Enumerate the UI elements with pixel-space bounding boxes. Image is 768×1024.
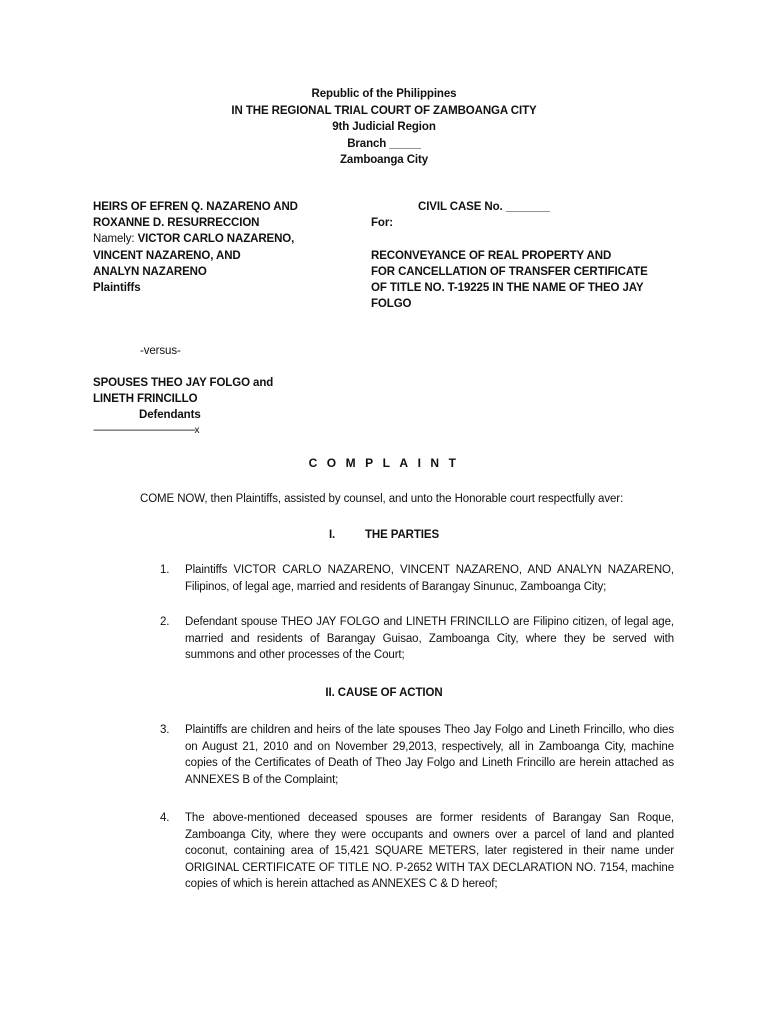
- intro-paragraph: COME NOW, then Plaintiffs, assisted by counsel, and unto the Honorable court respectfully aver:: [140, 493, 624, 505]
- header-republic: Republic of the Philippines: [311, 88, 457, 100]
- for-label: For:: [371, 217, 393, 230]
- plaintiffs-line-1: HEIRS OF EFREN Q. NAZARENO AND: [93, 201, 298, 213]
- header-region: 9th Judicial Region: [332, 121, 436, 133]
- plaintiffs-line-4: VINCENT NAZARENO, AND: [93, 249, 241, 262]
- paragraph-number: 3.: [160, 724, 170, 736]
- section-heading-parties: [0, 527, 768, 543]
- case-caption: [371, 199, 648, 312]
- numbered-paragraph: [160, 614, 674, 664]
- paragraph-number: 1.: [160, 564, 170, 576]
- paragraph-text: Plaintiffs are children and heirs of the late spouses Theo Jay Folgo and Lineth Frincillo, who dies on August 21, 2010 and on November 29,2013, respectively, all in Zamboanga City, machine copies of the Certificates of Death of Theo Jay Folgo and Lineth Frincillo are herein attached as ANNEXES B of the Complaint;: [185, 724, 674, 786]
- paragraph-text: The above-mentioned deceased spouses are former residents of Barangay San Roque, Zamboanga City, where they were occupants and owners over a parcel of land and planted coconut, containing area of 15,421 SQUARE METERS, later registered in their name under ORIGINAL CERTIFICATE OF TITLE NO. P-2652 WITH TAX DECLARATION NO. 7154, machine copies of which is herein attached as ANNEXES C & D hereof;: [185, 812, 674, 891]
- header-branch: Branch _____: [347, 137, 421, 150]
- subject-line-1: RECONVEYANCE OF REAL PROPERTY AND: [371, 249, 612, 262]
- document-title: COMPLAINT: [308, 456, 466, 470]
- defendants-role: Defendants: [139, 409, 201, 422]
- subject-line-3: OF TITLE NO. T-19225 IN THE NAME OF THEO JAY: [371, 281, 644, 294]
- paragraph-text: Plaintiffs VICTOR CARLO NAZARENO, VINCENT NAZARENO, AND ANALYN NAZARENO, Filipinos, of legal age, married and residents of Barangay Sinunuc, Zamboanga City;: [185, 564, 674, 593]
- section-number: I.: [328, 529, 336, 541]
- numbered-paragraph: [160, 722, 674, 788]
- defendants-caption: [93, 375, 273, 424]
- section-title: THE PARTIES: [364, 529, 440, 541]
- numbered-paragraph: [160, 810, 674, 893]
- defendants-line-1: SPOUSES THEO JAY FOLGO and: [93, 377, 274, 389]
- plaintiffs-line-5: ANALYN NAZARENO: [93, 265, 207, 278]
- plaintiffs-line-2: ROXANNE D. RESURRECCION: [93, 217, 260, 230]
- versus-label: -versus-: [140, 345, 181, 357]
- paragraph-text: Defendant spouse THEO JAY FOLGO and LINETH FRINCILLO are Filipino citizen, of legal age, married and residents of Barangay Guisao, Zamboanga City, where they be served with summons and other processes of the Court;: [185, 616, 674, 662]
- civil-case-number: CIVIL CASE No. _______: [418, 201, 550, 213]
- plaintiffs-line-3: [93, 231, 298, 247]
- plaintiffs-caption: [93, 199, 298, 296]
- header-court: IN THE REGIONAL TRIAL COURT OF ZAMBOANGA CITY: [231, 104, 537, 117]
- section-heading-cause-of-action: II. CAUSE OF ACTION: [325, 687, 443, 699]
- subject-line-4: FOLGO: [371, 298, 412, 311]
- namely-label: Namely:: [93, 233, 135, 246]
- caption-spacer: [371, 231, 648, 247]
- header-city: Zamboanga City: [339, 154, 429, 166]
- plaintiffs-role: Plaintiffs: [93, 281, 141, 294]
- caption-separator: --------------------------------------------------x: [93, 425, 199, 436]
- defendants-line-2: LINETH FRINCILLO: [93, 393, 198, 406]
- plaintiffs-names-first: VICTOR CARLO NAZARENO,: [134, 233, 295, 246]
- paragraph-number: 2.: [160, 616, 170, 628]
- court-header: [0, 86, 768, 169]
- numbered-paragraph: [160, 562, 674, 595]
- paragraph-number: 4.: [160, 812, 170, 824]
- subject-line-2: FOR CANCELLATION OF TRANSFER CERTIFICATE: [371, 265, 648, 278]
